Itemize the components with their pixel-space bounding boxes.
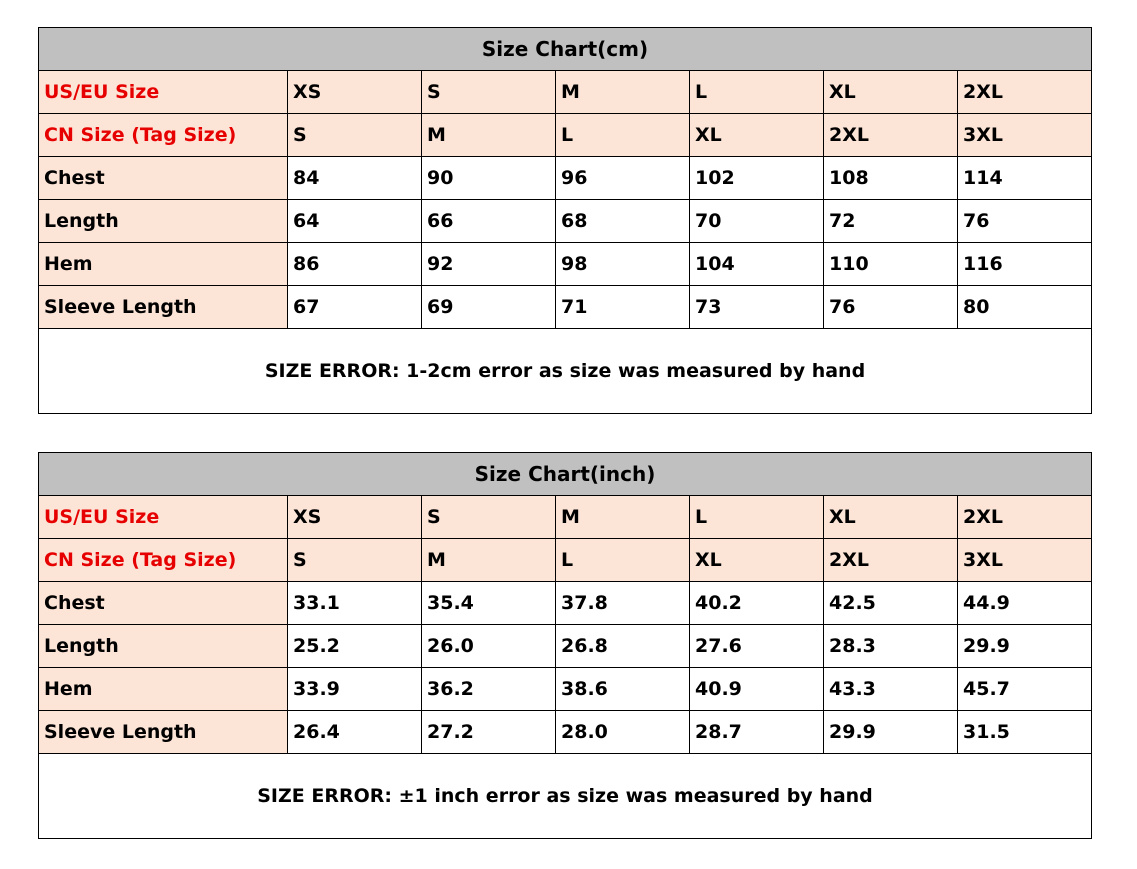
us-eu-size-row (39, 71, 1092, 114)
row-label: Chest (39, 582, 288, 625)
size-error-note: SIZE ERROR: 1-2cm error as size was measured by hand (39, 329, 1092, 414)
size-cell: XL (824, 71, 958, 114)
value-cell: 90 (422, 157, 556, 200)
value-cell: 40.9 (690, 668, 824, 711)
size-cell: S (288, 539, 422, 582)
value-cell: 86 (288, 243, 422, 286)
value-cell: 114 (958, 157, 1092, 200)
value-cell: 33.9 (288, 668, 422, 711)
size-cell: L (556, 114, 690, 157)
value-cell: 36.2 (422, 668, 556, 711)
hem-row (39, 668, 1092, 711)
value-cell: 38.6 (556, 668, 690, 711)
row-label: Hem (39, 243, 288, 286)
size-cell: L (690, 71, 824, 114)
value-cell: 72 (824, 200, 958, 243)
size-cell: L (556, 539, 690, 582)
row-label: Sleeve Length (39, 711, 288, 754)
value-cell: 45.7 (958, 668, 1092, 711)
us-eu-size-row (39, 496, 1092, 539)
sleeve-length-row (39, 711, 1092, 754)
length-row (39, 200, 1092, 243)
value-cell: 80 (958, 286, 1092, 329)
value-cell: 28.7 (690, 711, 824, 754)
value-cell: 102 (690, 157, 824, 200)
value-cell: 64 (288, 200, 422, 243)
sleeve-length-row (39, 286, 1092, 329)
value-cell: 92 (422, 243, 556, 286)
chest-row (39, 582, 1092, 625)
value-cell: 66 (422, 200, 556, 243)
size-chart-cm (38, 27, 1092, 414)
cn-size-row (39, 114, 1092, 157)
row-label: Chest (39, 157, 288, 200)
value-cell: 26.8 (556, 625, 690, 668)
value-cell: 116 (958, 243, 1092, 286)
size-cell: M (556, 71, 690, 114)
row-label: Hem (39, 668, 288, 711)
value-cell: 37.8 (556, 582, 690, 625)
size-cell: XL (690, 114, 824, 157)
size-cell: XL (824, 496, 958, 539)
value-cell: 28.3 (824, 625, 958, 668)
value-cell: 104 (690, 243, 824, 286)
value-cell: 42.5 (824, 582, 958, 625)
size-cell: XS (288, 71, 422, 114)
size-cell: S (422, 496, 556, 539)
hem-row (39, 243, 1092, 286)
size-cell: XL (690, 539, 824, 582)
size-cell: XS (288, 496, 422, 539)
value-cell: 29.9 (958, 625, 1092, 668)
row-label: US/EU Size (39, 71, 288, 114)
row-label: Length (39, 200, 288, 243)
value-cell: 84 (288, 157, 422, 200)
value-cell: 44.9 (958, 582, 1092, 625)
value-cell: 26.4 (288, 711, 422, 754)
size-cell: M (422, 539, 556, 582)
value-cell: 68 (556, 200, 690, 243)
value-cell: 26.0 (422, 625, 556, 668)
value-cell: 33.1 (288, 582, 422, 625)
value-cell: 108 (824, 157, 958, 200)
value-cell: 35.4 (422, 582, 556, 625)
chart-title: Size Chart(inch) (39, 453, 1092, 496)
row-label: Sleeve Length (39, 286, 288, 329)
chest-row (39, 157, 1092, 200)
size-cell: 3XL (958, 539, 1092, 582)
value-cell: 43.3 (824, 668, 958, 711)
cn-size-row (39, 539, 1092, 582)
row-label: CN Size (Tag Size) (39, 114, 288, 157)
size-chart-inch (38, 452, 1092, 839)
value-cell: 28.0 (556, 711, 690, 754)
value-cell: 40.2 (690, 582, 824, 625)
value-cell: 76 (824, 286, 958, 329)
size-cell: S (422, 71, 556, 114)
size-cell: 2XL (824, 539, 958, 582)
value-cell: 31.5 (958, 711, 1092, 754)
value-cell: 76 (958, 200, 1092, 243)
row-label: Length (39, 625, 288, 668)
value-cell: 70 (690, 200, 824, 243)
value-cell: 71 (556, 286, 690, 329)
value-cell: 110 (824, 243, 958, 286)
length-row (39, 625, 1092, 668)
size-cell: M (422, 114, 556, 157)
size-error-note: SIZE ERROR: ±1 inch error as size was measured by hand (39, 754, 1092, 839)
size-cell: L (690, 496, 824, 539)
size-cell: 3XL (958, 114, 1092, 157)
value-cell: 98 (556, 243, 690, 286)
size-cell: 2XL (824, 114, 958, 157)
chart-title: Size Chart(cm) (39, 28, 1092, 71)
row-label: US/EU Size (39, 496, 288, 539)
value-cell: 96 (556, 157, 690, 200)
row-label: CN Size (Tag Size) (39, 539, 288, 582)
size-cell: M (556, 496, 690, 539)
value-cell: 27.2 (422, 711, 556, 754)
value-cell: 27.6 (690, 625, 824, 668)
size-cell: S (288, 114, 422, 157)
value-cell: 73 (690, 286, 824, 329)
value-cell: 67 (288, 286, 422, 329)
value-cell: 29.9 (824, 711, 958, 754)
size-cell: 2XL (958, 496, 1092, 539)
size-cell: 2XL (958, 71, 1092, 114)
value-cell: 69 (422, 286, 556, 329)
value-cell: 25.2 (288, 625, 422, 668)
